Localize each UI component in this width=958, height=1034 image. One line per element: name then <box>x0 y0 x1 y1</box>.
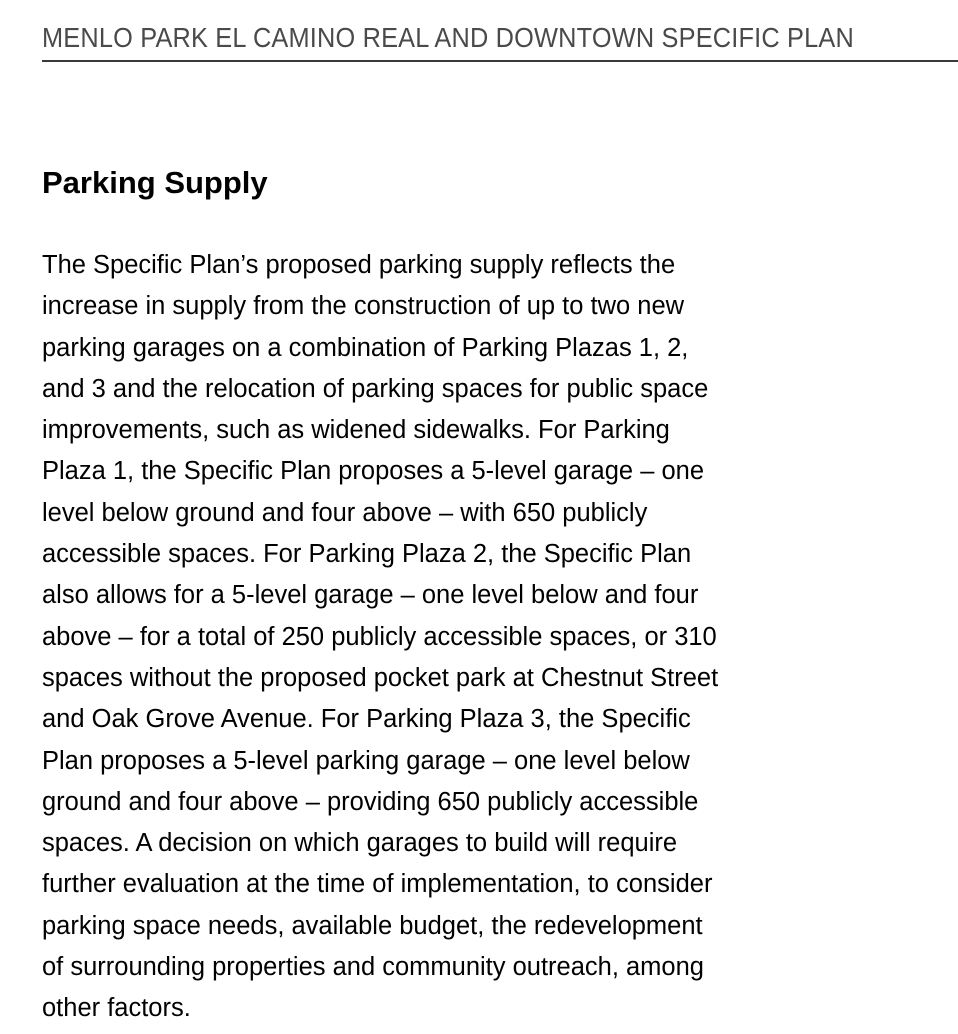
paragraph-line: spaces. A decision on which garages to build will require <box>42 829 678 858</box>
paragraph-line: accessible spaces. For Parking Plaza 2, the Specific Plan <box>42 540 692 569</box>
paragraph-line: of surrounding properties and community outreach, among <box>42 953 704 982</box>
document-header <box>42 18 958 62</box>
paragraph-line: parking space needs, available budget, the redevelopment <box>42 911 703 940</box>
paragraph-line: Plaza 1, the Specific Plan proposes a 5-level garage – one <box>42 457 705 486</box>
paragraph-line: Plan proposes a 5-level parking garage – one level below <box>42 746 690 775</box>
paragraph-line: spaces without the proposed pocket park at Chestnut Street <box>42 663 719 692</box>
paragraph-line: ground and four above – providing 650 publicly accessible <box>42 787 699 816</box>
section-heading: Parking Supply <box>42 165 268 200</box>
paragraph-line: level below ground and four above – with 650 publicly <box>42 498 648 527</box>
paragraph-line: other factors. <box>42 994 191 1023</box>
paragraph-line: and Oak Grove Avenue. For Parking Plaza 3, the Specific <box>42 705 691 734</box>
paragraph-line: above – for a total of 250 publicly accessible spaces, or 310 <box>42 622 717 651</box>
paragraph-line: improvements, such as widened sidewalks. For Parking <box>42 416 670 445</box>
paragraph-line: further evaluation at the time of implementation, to consider <box>42 870 713 899</box>
paragraph-line: also allows for a 5-level garage – one level below and four <box>42 581 699 610</box>
document-title: MENLO PARK EL CAMINO REAL AND DOWNTOWN SPECIFIC PLAN <box>42 22 854 53</box>
paragraph-line: increase in supply from the construction of up to two new <box>42 292 685 321</box>
paragraph-line: and 3 and the relocation of parking spaces for public space <box>42 374 709 403</box>
paragraph-line: parking garages on a combination of Parking Plazas 1, 2, <box>42 333 689 362</box>
body-paragraph <box>42 245 832 1030</box>
paragraph-line: The Specific Plan’s proposed parking supply reflects the <box>42 251 676 279</box>
